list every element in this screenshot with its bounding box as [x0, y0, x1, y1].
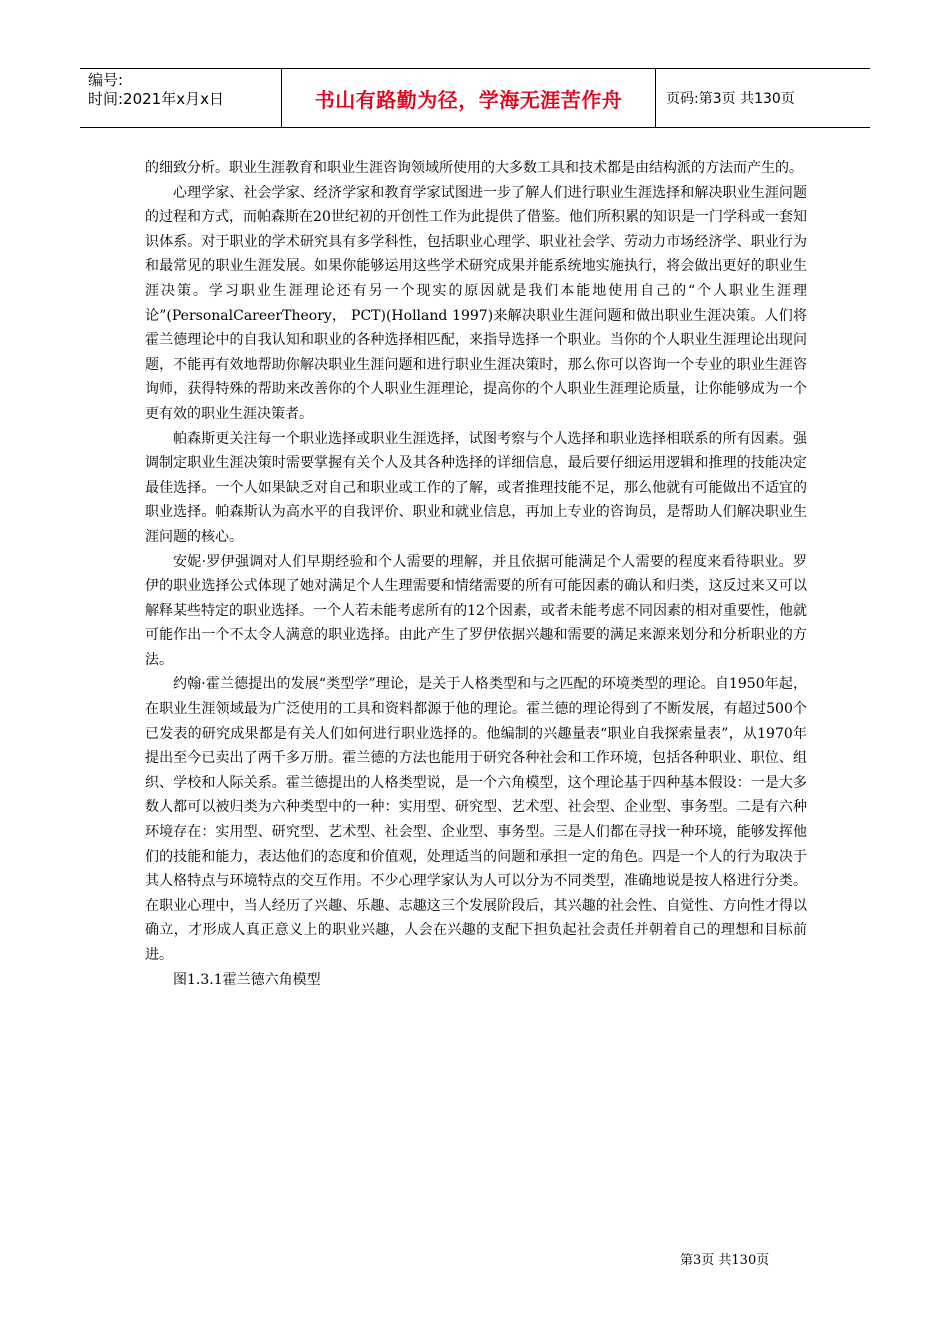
- paragraph: 安妮·罗伊强调对人们早期经验和个人需要的理解，并且依据可能满足个人需要的程度来看待职业。罗伊的职业选择公式体现了她对满足个人生理需要和情绪需要的所有可能因素的确认和归类，这反过来又可以解释某些特定的职业选择。一个人若未能考虑所有的12个因素，或者未能考虑不同因素的相对重要性，他就可能作出一个不太令人满意的职业选择。由此产生了罗伊依据兴趣和需要的满足来源来划分和分析职业的方法。: [145, 553, 807, 668]
- page-header: [80, 68, 870, 128]
- paragraph: 帕森斯更关注每一个职业选择或职业生涯选择，试图考察与个人选择和职业选择相联系的所有因素。强调制定职业生涯决策时需要掌握有关个人及其各种选择的详细信息，最后要仔细运用逻辑和推理的技能决定最佳选择。一个人如果缺乏对自己和职业或工作的了解，或者推理技能不足，那么他就有可能做出不适宜的职业选择。帕森斯认为高水平的自我评价、职业和就业信息，再加上专业的咨询员，是帮助人们解决职业生涯问题的核心。: [145, 430, 807, 545]
- figure-caption: 图1.3.1霍兰德六角模型: [173, 971, 321, 988]
- paragraph: 约翰·霍兰德提出的发展“类型学”理论，是关于人格类型和与之匹配的环境类型的理论。自1950年起，在职业生涯领域最为广泛使用的工具和资料都源于他的理论。霍兰德的理论得到了不断发展，有超过500个已发表的研究成果都是有关人们如何进行职业选择的。他编制的兴趣量表“职业自我探索量表”，从1970年提出至今已卖出了两千多万册。霍兰德的方法也能用于研究各种社会和工作环境，包括各种职业、职位、组织、学校和人际关系。霍兰德提出的人格类型说，是一个六角模型，这个理论基于四种基本假设：一是大多数人都可以被归类为六种类型中的一种：实用型、研究型、艺术型、社会型、企业型、事务型。二是有六种环境存在：实用型、研究型、艺术型、社会型、企业型、事务型。三是人们都在寻找一种环境，能够发挥他们的技能和能力，表达他们的态度和价值观，处理适当的问题和承担一定的角色。四是一个人的行为取决于其人格特点与环境特点的交互作用。不少心理学家认为人可以分为不同类型，准确地说是按人格进行分类。在职业心理中，当人经历了兴趣、乐趣、志趣这三个发展阶段后，其兴趣的社会性、自觉性、方向性才得以确立，才形成人真正意义上的职业兴趣，人会在兴趣的支配下担负起社会责任并朝着自己的理想和目标前进。: [145, 676, 807, 963]
- header-meta: [80, 69, 282, 127]
- paragraph: 心理学家、社会学家、经济学家和教育学家试图进一步了解人们进行职业生涯选择和解决职业生涯问题的过程和方式，而帕森斯在20世纪初的开创性工作为此提供了借鉴。他们所积累的知识是一门学科或一套知识体系。对于职业的学术研究具有多学科性，包括职业心理学、职业社会学、劳动力市场经济学、职业行为和最常见的职业生涯发展。如果你能够运用这些学术研究成果并能系统地实施执行，将会做出更好的职业生涯决策。学习职业生涯理论还有另一个现实的原因就是我们本能地使用自己的“个人职业生涯理论”(PersonalCareerTheory， PCT)(Holland 1997)来解决职业生涯问题和做出职业生涯决策。人们将霍兰德理论中的自我认知和职业的各种选择相匹配，来指导选择一个职业。当你的个人职业生涯理论出现问题，不能再有效地帮助你解决职业生涯问题和进行职业生涯决策时，那么你可以咨询一个专业的职业生涯咨询师，获得特殊的帮助来改善你的个人职业生涯理论，提高你的个人职业生涯理论质量，让你能够成为一个更有效的职业生涯决策者。: [145, 184, 807, 422]
- page-footer: 第3页 共130页: [680, 1253, 770, 1268]
- paragraph: 的细致分析。职业生涯教育和职业生涯咨询领域所使用的大多数工具和技术都是由结构派的方法而产生的。: [145, 160, 803, 176]
- header-page-number: 页码:第3页 共130页: [666, 91, 795, 107]
- date-label: 时间:2021年x月x日: [88, 90, 224, 108]
- header-motto: 书山有路勤为径，学海无涯苦作舟: [282, 69, 656, 127]
- serial-number-label: 编号:: [88, 71, 124, 89]
- document-body: [145, 156, 807, 992]
